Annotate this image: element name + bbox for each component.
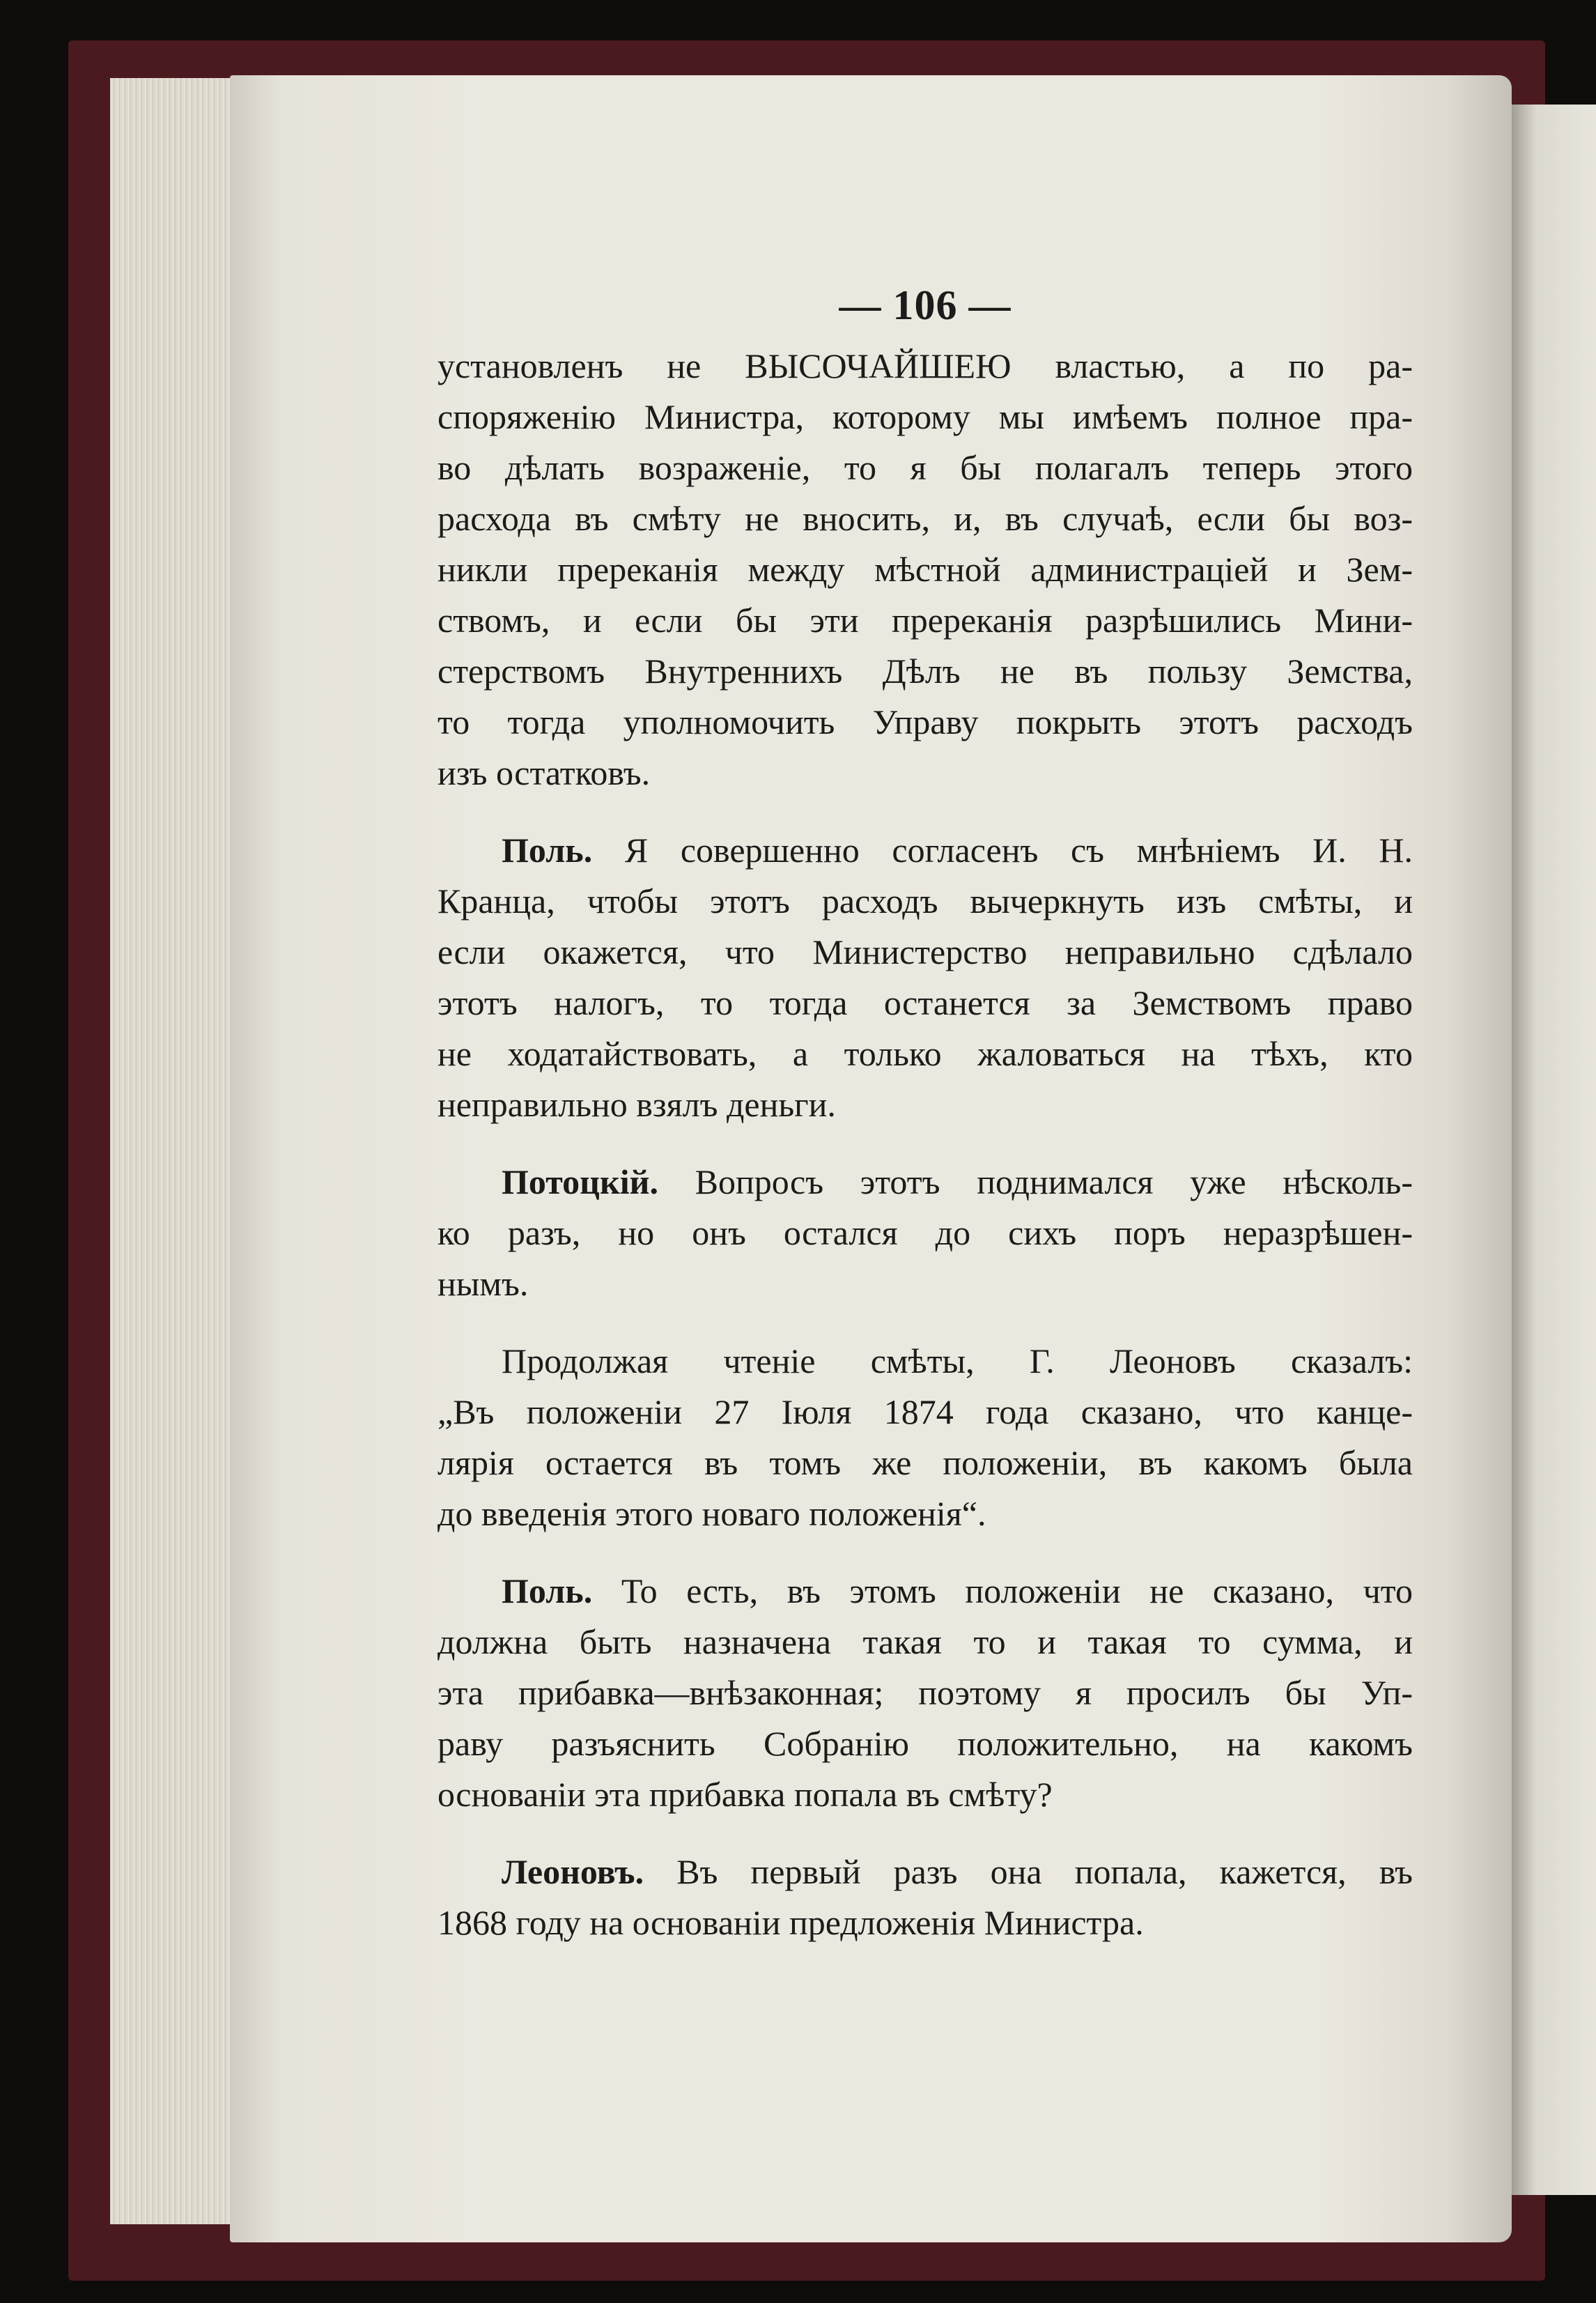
text-line: [437, 978, 1413, 1029]
text-line: [437, 825, 1413, 876]
text-line: [437, 1208, 1413, 1258]
text-line: [437, 1258, 1413, 1309]
line-text: Вопросъ этотъ поднимался уже нѣсколь-: [658, 1162, 1413, 1201]
text-line: [437, 1897, 1413, 1948]
line-text: 1868 году на основаніи предложенія Министра.: [437, 1903, 1144, 1942]
line-text: основаніи эта прибавка попала въ смѣту?: [437, 1775, 1053, 1814]
text-line: [437, 341, 1413, 392]
line-text: этотъ налогъ, то тогда останется за Земствомъ право: [437, 983, 1413, 1022]
line-text: стерствомъ Внутреннихъ Дѣлъ не въ пользу Земства,: [437, 652, 1413, 691]
text-line: [437, 748, 1413, 799]
text-line: [437, 1847, 1413, 1897]
line-text: то тогда уполномочить Управу покрыть этотъ расходъ: [437, 702, 1413, 741]
text-line: [437, 1079, 1413, 1130]
text-line: [437, 646, 1413, 697]
line-text: никли пререканія между мѣстной администраціей и Зем-: [437, 550, 1413, 589]
line-text: до введенія этого новаго положенія“.: [437, 1494, 986, 1533]
text-line: [437, 1157, 1413, 1208]
text-line: [437, 1438, 1413, 1488]
speaker-name: Леоновъ.: [502, 1852, 644, 1891]
line-text: нымъ.: [437, 1264, 529, 1303]
line-text: неправильно взялъ деньги.: [437, 1085, 836, 1124]
line-text: изъ остатковъ.: [437, 753, 651, 792]
text-line: [437, 544, 1413, 595]
speaker-name: Потоцкій.: [502, 1162, 658, 1201]
text-line: [437, 1718, 1413, 1769]
text-line: [437, 442, 1413, 493]
line-text: не ходатайствовать, а только жаловаться на тѣхъ, кто: [437, 1034, 1413, 1073]
text-line: [437, 1029, 1413, 1079]
text-line: [437, 493, 1413, 544]
text-line: [437, 392, 1413, 442]
line-text: Кранца, чтобы этотъ расходъ вычеркнуть изъ смѣты, и: [437, 881, 1413, 921]
line-text: Въ первый разъ она попала, кажется, въ: [644, 1852, 1413, 1891]
paragraph-gap: [437, 1820, 1413, 1847]
text-line: [437, 697, 1413, 748]
line-text: ко разъ, но онъ остался до сихъ поръ неразрѣшен-: [437, 1213, 1413, 1252]
line-text: ствомъ, и если бы эти пререканія разрѣшились Мини-: [437, 601, 1413, 640]
paragraph-gap: [437, 1130, 1413, 1157]
line-text: лярія остается въ томъ же положеніи, въ какомъ была: [437, 1443, 1413, 1482]
text-line: [437, 876, 1413, 927]
line-text: То есть, въ этомъ положеніи не сказано, что: [592, 1571, 1413, 1610]
page-edges: [110, 78, 235, 2224]
text-line: [437, 1488, 1413, 1539]
text-line: [437, 1336, 1413, 1387]
speaker-name: Поль.: [502, 1571, 593, 1610]
line-text: если окажется, что Министерство неправильно сдѣлало: [437, 932, 1413, 971]
paragraph-gap: [437, 1309, 1413, 1336]
text-line: [437, 927, 1413, 978]
text-line: [437, 1667, 1413, 1718]
facing-page-edge: [1510, 105, 1596, 2195]
line-text: Продолжая чтеніе смѣты, Г. Леоновъ сказалъ:: [502, 1341, 1413, 1380]
line-text: установленъ не ВЫСОЧАЙШЕЮ властью, а по ра-: [437, 346, 1413, 385]
paragraph-gap: [437, 799, 1413, 825]
line-text: раву разъяснить Собранію положительно, на какомъ: [437, 1724, 1413, 1763]
line-text: расхода въ смѣту не вносить, и, въ случаѣ, если бы воз-: [437, 499, 1413, 538]
page-number: — 106 —: [839, 282, 1012, 328]
speaker-name: Поль.: [502, 831, 593, 870]
line-text: споряженію Министра, которому мы имѣемъ полное пра-: [437, 397, 1413, 436]
paragraph-gap: [437, 1539, 1413, 1566]
text-line: [437, 1617, 1413, 1667]
text-line: [437, 1769, 1413, 1820]
text-lines: [437, 341, 1413, 1948]
line-text: Я совершенно согласенъ съ мнѣніемъ И. Н.: [592, 831, 1413, 870]
text-line: [437, 1387, 1413, 1438]
line-text: во дѣлать возраженіе, то я бы полагалъ теперь этого: [437, 448, 1413, 487]
page-text: [437, 280, 1413, 1948]
text-line: [437, 1566, 1413, 1617]
text-line: [437, 595, 1413, 646]
line-text: „Въ положеніи 27 Іюля 1874 года сказано, что канце-: [437, 1392, 1413, 1431]
line-text: должна быть назначена такая то и такая то сумма, и: [437, 1622, 1413, 1661]
line-text: эта прибавка—внѣзаконная; поэтому я просилъ бы Уп-: [437, 1673, 1413, 1712]
